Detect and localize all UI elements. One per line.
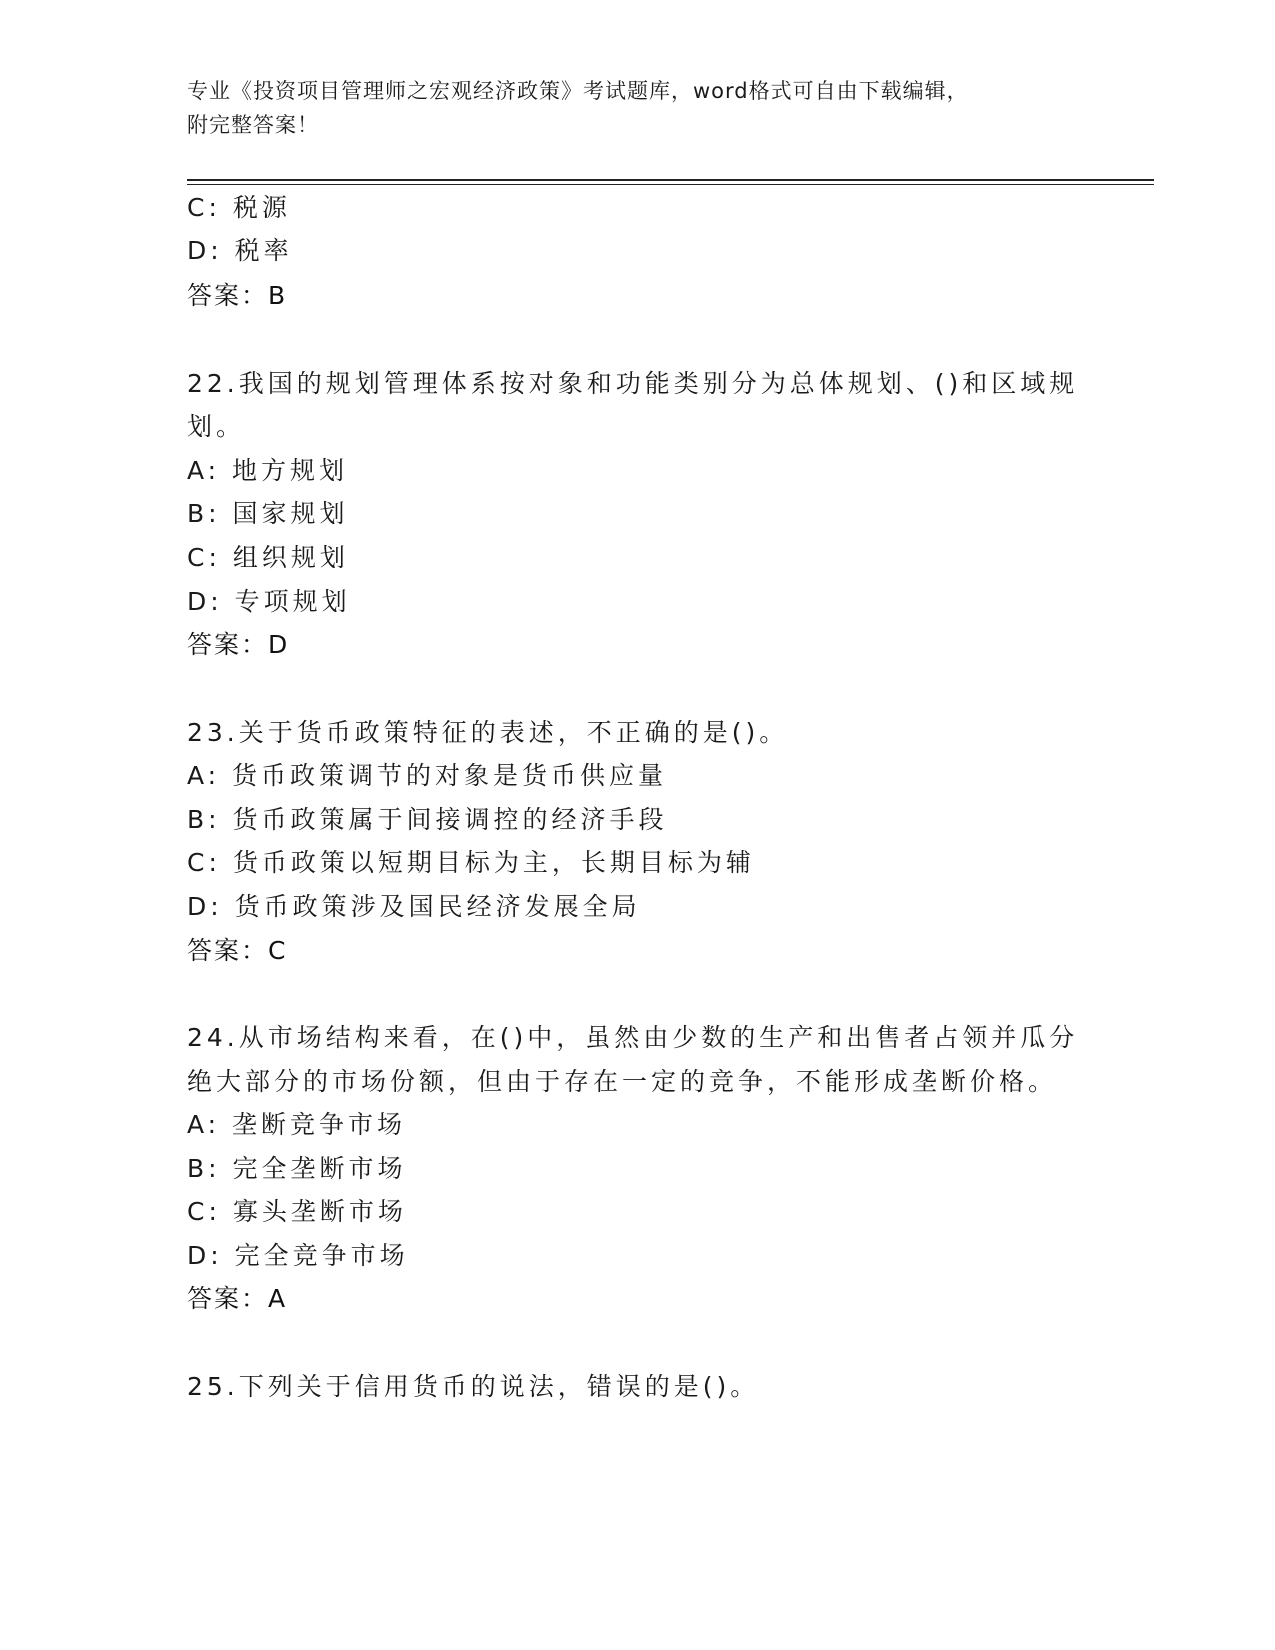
prev-option-d: D: 税率 — [187, 236, 293, 265]
q23-option-c: C: 货币政策以短期目标为主，长期目标为辅 — [187, 848, 755, 877]
q22-stem-line-1: 22.我国的规划管理体系按对象和功能类别分为总体规划、()和区域规 — [187, 369, 1079, 398]
q24-answer: 答案：A — [187, 1284, 288, 1313]
q23-option-d: D: 货币政策涉及国民经济发展全局 — [187, 892, 641, 921]
q23-option-a: A: 货币政策调节的对象是货币供应量 — [187, 761, 668, 790]
prev-answer: 答案：B — [187, 281, 288, 310]
document-header — [187, 74, 1067, 142]
q22-option-d: D: 专项规划 — [187, 587, 351, 616]
q22-option-b: B: 国家规划 — [187, 499, 349, 528]
q22-answer: 答案：D — [187, 630, 290, 659]
header-line-2: 附完整答案！ — [187, 113, 319, 137]
header-line-1: 专业《投资项目管理师之宏观经济政策》考试题库，word格式可自由下载编辑， — [187, 79, 969, 103]
q25-stem-line-1: 25.下列关于信用货币的说法，错误的是()。 — [187, 1372, 760, 1401]
header-divider-thin — [187, 184, 1154, 185]
q24-stem-line-1: 24.从市场结构来看，在()中，虽然由少数的生产和出售者占领并瓜分 — [187, 1023, 1079, 1052]
q23-answer: 答案：C — [187, 936, 288, 965]
q24-option-a: A: 垄断竞争市场 — [187, 1110, 407, 1139]
q22-stem-line-2: 划。 — [187, 412, 246, 441]
q23-stem-line-1: 23.关于货币政策特征的表述，不正确的是()。 — [187, 718, 789, 747]
q23-option-b: B: 货币政策属于间接调控的经济手段 — [187, 805, 668, 834]
header-divider-thick — [187, 179, 1154, 181]
q22-option-a: A: 地方规划 — [187, 456, 349, 485]
q24-option-c: C: 寡头垄断市场 — [187, 1197, 407, 1226]
q22-option-c: C: 组织规划 — [187, 543, 349, 572]
prev-option-c: C: 税源 — [187, 193, 291, 222]
q24-option-b: B: 完全垄断市场 — [187, 1154, 407, 1183]
q24-option-d: D: 完全竞争市场 — [187, 1241, 409, 1270]
q24-stem-line-2: 绝大部分的市场份额，但由于存在一定的竞争，不能形成垄断价格。 — [187, 1067, 1058, 1096]
